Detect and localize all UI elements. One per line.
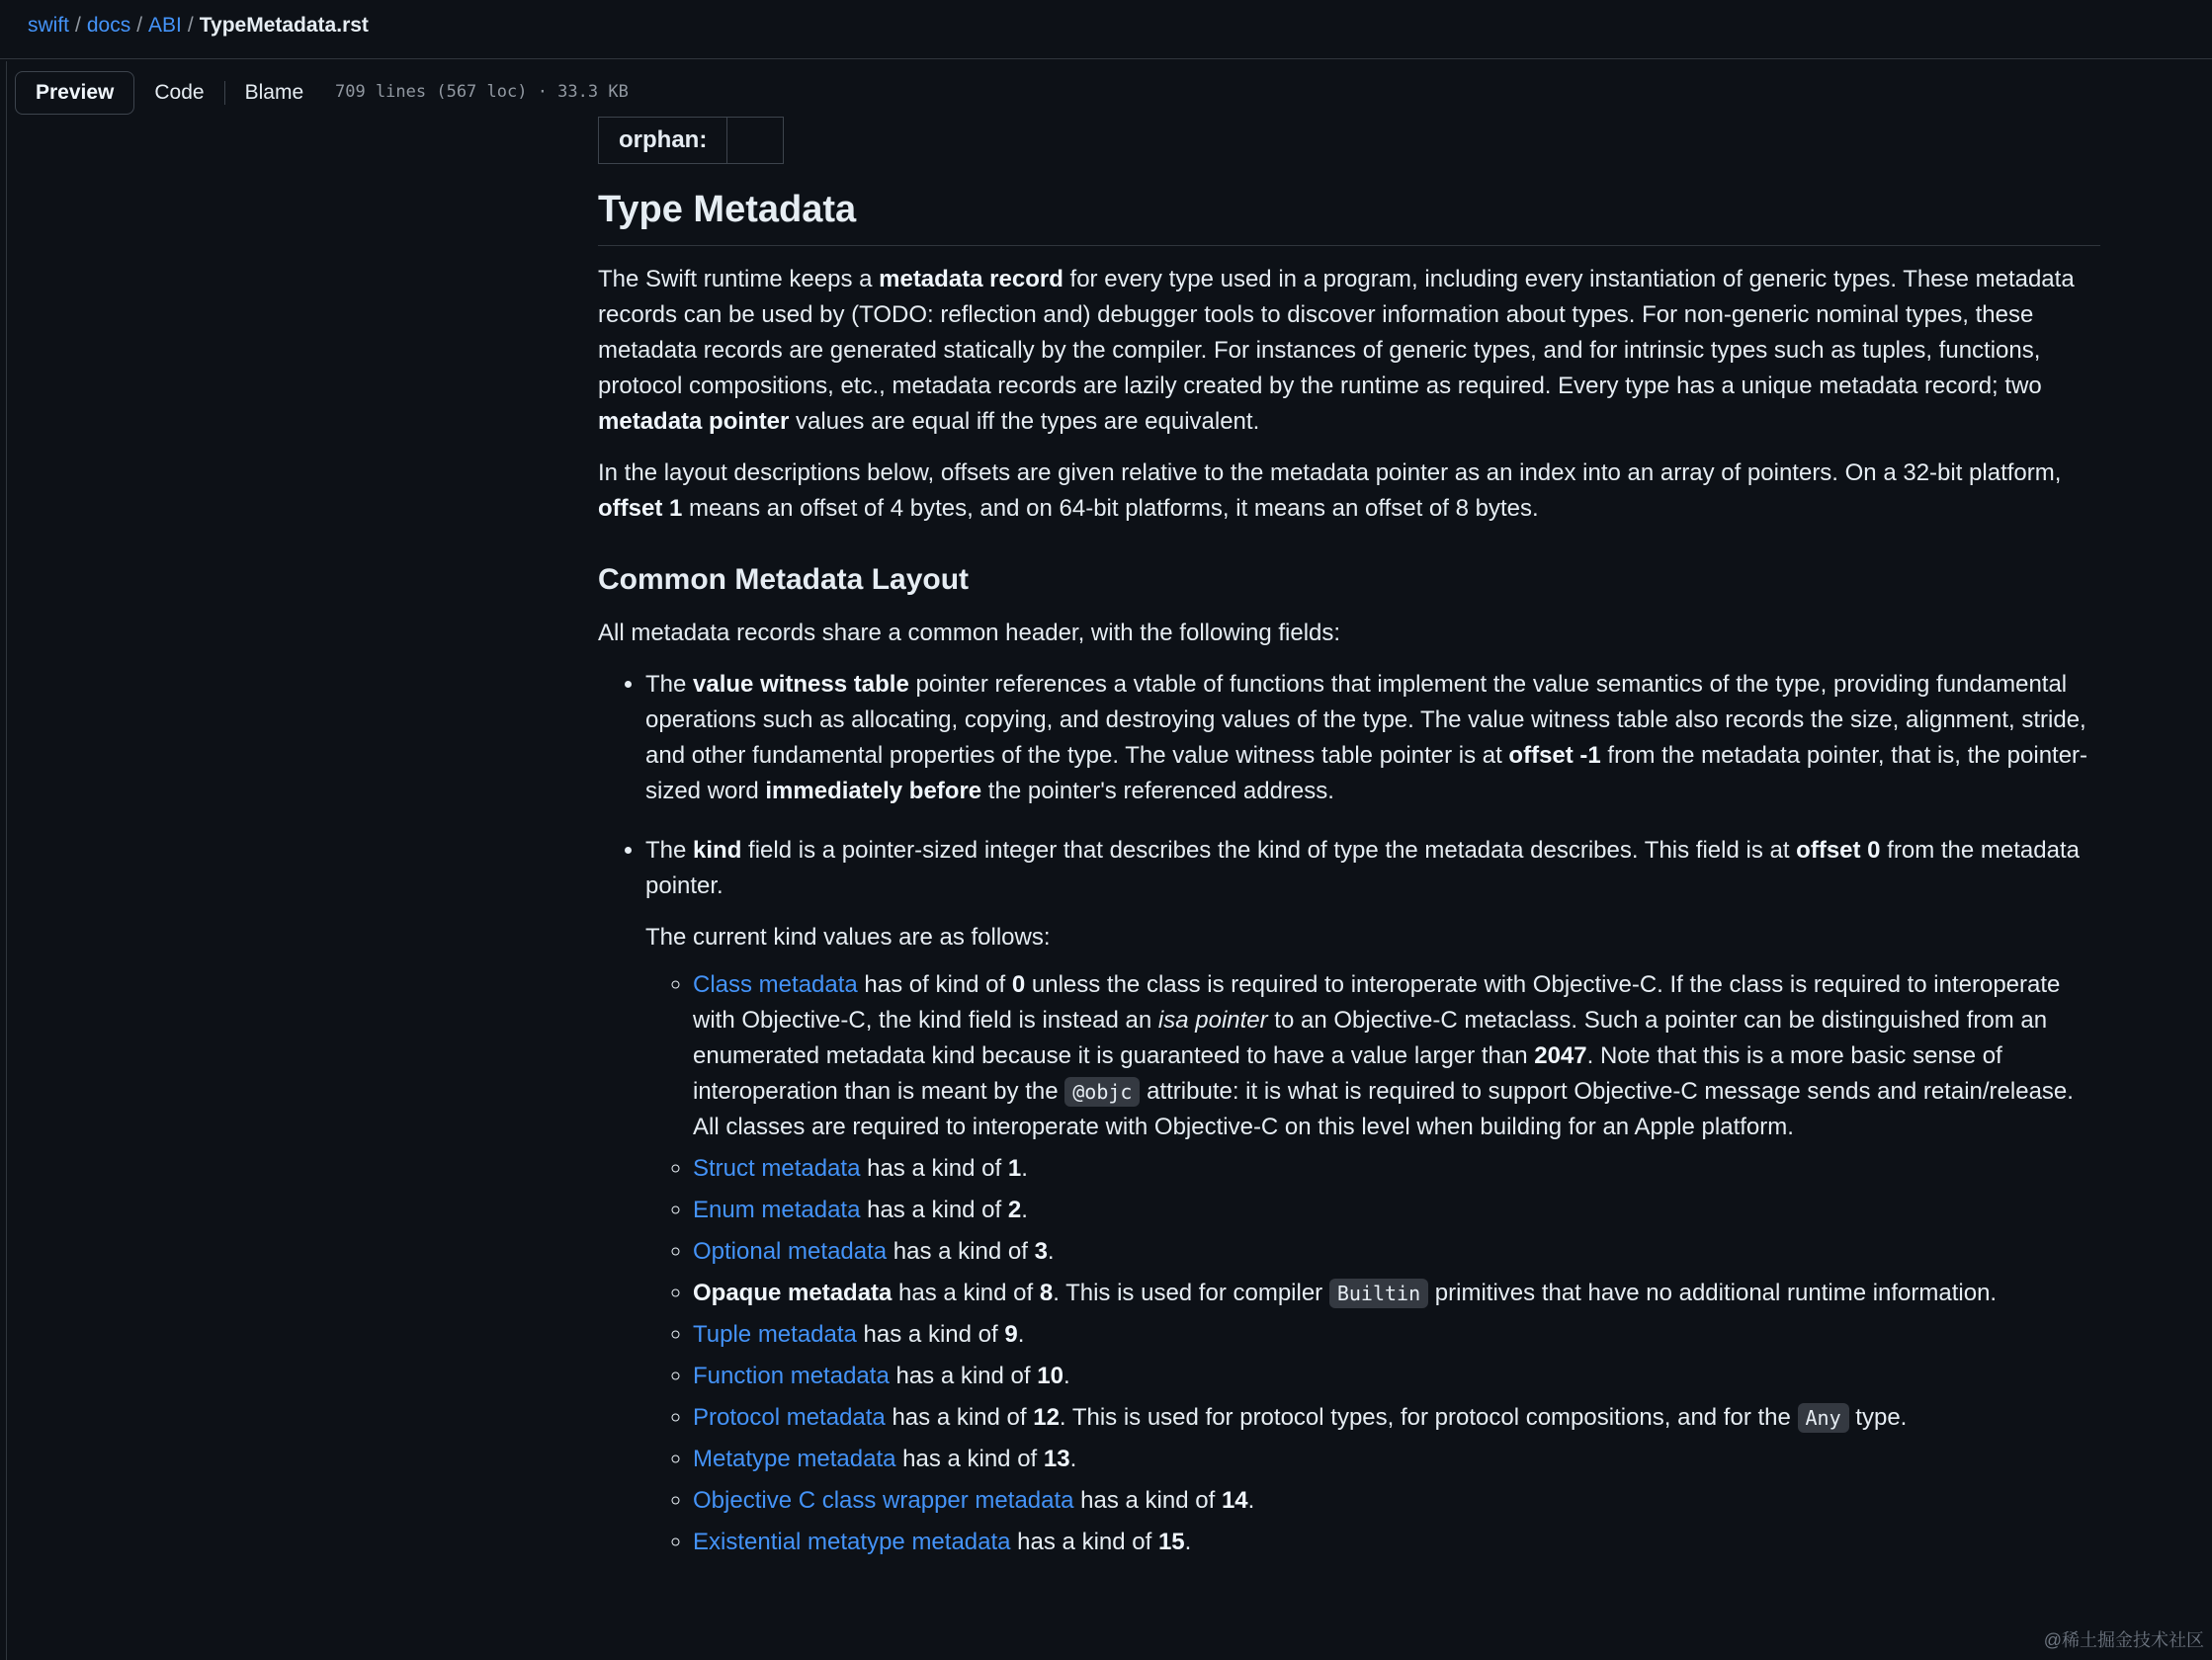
inline-code: Builtin <box>1329 1279 1428 1308</box>
tuple-metadata-link[interactable]: Tuple metadata <box>693 1321 857 1348</box>
breadcrumb-docs[interactable]: docs <box>86 14 131 37</box>
header-fields-list <box>598 667 2100 1560</box>
tab-preview[interactable]: Preview <box>15 71 134 115</box>
rendered-document <box>598 117 2100 1560</box>
kind-values-list <box>645 967 2100 1560</box>
list-item: ◦ Function metadata has a kind of 10. <box>693 1359 2100 1394</box>
section-intro: All metadata records share a common header, with the following fields: <box>598 620 1341 646</box>
field-list-table <box>598 117 784 164</box>
list-item: ◦ Metatype metadata has a kind of 13. <box>693 1442 2100 1477</box>
inline-code: Any <box>1798 1403 1849 1433</box>
struct-metadata-link[interactable]: Struct metadata <box>693 1155 861 1182</box>
breadcrumb-separator: / <box>136 14 143 37</box>
list-item: ◦ Protocol metadata has a kind of 12. This is used for protocol types, for protocol compositions, and for the Any type. <box>693 1400 2100 1436</box>
inline-code: @objc <box>1064 1077 1140 1107</box>
metatype-metadata-link[interactable]: Metatype metadata <box>693 1446 896 1472</box>
list-item: ◦ Class metadata has of kind of 0 unless the class is required to interoperate with Objective-C. If the class is required to interoperate with Objective-C, the kind field is instead an isa pointer to an Objective-C metaclass. Such a pointer can be distinguished from an enumerated metadata kind because it is guaranteed to have a value larger than 2047. Note that this is a more basic sense of interoperation than is meant by the @objc attribute: it is what is required to support Objective-C message sends and retain/release. All classes are required to interoperate with Objective-C on this level when building for an Apple platform. <box>693 967 2100 1145</box>
page-title: Type Metadata <box>598 186 2100 246</box>
breadcrumb-separator: / <box>187 14 194 37</box>
breadcrumb-separator: / <box>75 14 81 37</box>
kind-values-intro: The current kind values are as follows: <box>645 924 1051 951</box>
tab-blame[interactable]: Blame <box>225 71 324 115</box>
list-item-value-witness-table: • The value witness table pointer references a vtable of functions that implement the value semantics of the type, providing fundamental operations such as allocating, copying, and destroying values of the type. The value witness table also records the size, alignment, stride, and other fundamental properties of the type. The value witness table pointer is at offset -1 from the metadata pointer, that is, the pointer-sized word immediately before the pointer's referenced address. <box>645 667 2100 809</box>
list-item: ◦ Optional metadata has a kind of 3. <box>693 1234 2100 1270</box>
list-item: ◦ Objective C class wrapper metadata has a kind of 14. <box>693 1483 2100 1519</box>
list-item: ◦ Struct metadata has a kind of 1. <box>693 1151 2100 1187</box>
list-item: ◦ Tuple metadata has a kind of 9. <box>693 1317 2100 1353</box>
orphan-field-value <box>727 118 784 164</box>
breadcrumb-swift[interactable]: swift <box>28 14 69 37</box>
existential-metatype-metadata-link[interactable]: Existential metatype metadata <box>693 1529 1011 1555</box>
objc-class-wrapper-metadata-link[interactable]: Objective C class wrapper metadata <box>693 1487 1074 1514</box>
class-metadata-link[interactable]: Class metadata <box>693 971 858 998</box>
intro-paragraph: The Swift runtime keeps a metadata record for every type used in a program, including every instantiation of generic types. These metadata records can be used by (TODO: reflection and) debugger tools to discover information about types. For non-generic nominal types, these metadata records are generated statically by the compiler. For instances of generic types, and for intrinsic types such as tuples, functions, protocol compositions, etc., metadata records are lazily created by the runtime as required. Every type has a unique metadata record; two metadata pointer values are equal iff the types are equivalent. <box>598 266 2075 435</box>
list-item: ◦ Opaque metadata has a kind of 8. This is used for compiler Builtin primitives that have no additional runtime information. <box>693 1276 2100 1311</box>
file-stats: 709 lines (567 loc) · 33.3 KB <box>335 82 629 102</box>
breadcrumb-abi[interactable]: ABI <box>148 14 182 37</box>
watermark: @稀土掘金技术社区 <box>2043 1630 2204 1650</box>
file-header-bar <box>0 0 2212 59</box>
view-mode-switcher <box>15 71 323 115</box>
breadcrumb-current-file: TypeMetadata.rst <box>199 14 369 37</box>
orphan-field-label: orphan: <box>599 118 727 164</box>
protocol-metadata-link[interactable]: Protocol metadata <box>693 1404 886 1431</box>
section-heading: Common Metadata Layout <box>598 563 970 596</box>
tab-code[interactable]: Code <box>134 71 223 115</box>
list-item-kind: • The kind field is a pointer-sized integer that describes the kind of type the metadata describes. This field is at offset 0 from the metadata pointer. The current kind values are as follows: ◦ Class metadata has of kind of 0 unless the class is required to interoperate with Objective-C. If the class is required to interoperate with Objective-C, the kind field is instead an isa pointer to an Objective-C metaclass. Such a pointer can be distinguished from an enumerated metadata kind because it is guaranteed to have a value larger than 2047. Note that this is a more basic sense of interoperation than is meant by the @objc attribute: it is what is required to support Objective-C message sends and retain/release. All classes are required to interoperate with Objective-C on this level when building for an Apple platform. ◦ Struct metadata has a kind of 1. ◦ Enum metadata has a kind of 2. ◦ Optional metadata has a kind of 3. ◦ Opaque metadata has a kind of 8. This is used for compiler Builtin primitives that have no additional runtime information. ◦ Tuple metadata has a kind of 9. ◦ Function metadata has a kind of 10. ◦ Protocol metadata has a kind of 12. This is used for protocol types, for protocol compositions, and for the Any type. ◦ Metatype metadata has a kind of 13. ◦ Objective C class wrapper metadata has a kind of 14. ◦ Existential metatype metadata has a kind of 15. <box>645 833 2100 1560</box>
list-item: ◦ Existential metatype metadata has a kind of 15. <box>693 1525 2100 1560</box>
content-left-border <box>6 126 7 1660</box>
list-item: ◦ Enum metadata has a kind of 2. <box>693 1193 2100 1228</box>
enum-metadata-link[interactable]: Enum metadata <box>693 1197 861 1223</box>
optional-metadata-link[interactable]: Optional metadata <box>693 1238 888 1265</box>
offset-paragraph: In the layout descriptions below, offsets are given relative to the metadata pointer as an index into an array of pointers. On a 32-bit platform, offset 1 means an offset of 4 bytes, and on 64-bit platforms, it means an offset of 8 bytes. <box>598 459 2062 522</box>
function-metadata-link[interactable]: Function metadata <box>693 1363 890 1389</box>
breadcrumb <box>28 14 369 38</box>
